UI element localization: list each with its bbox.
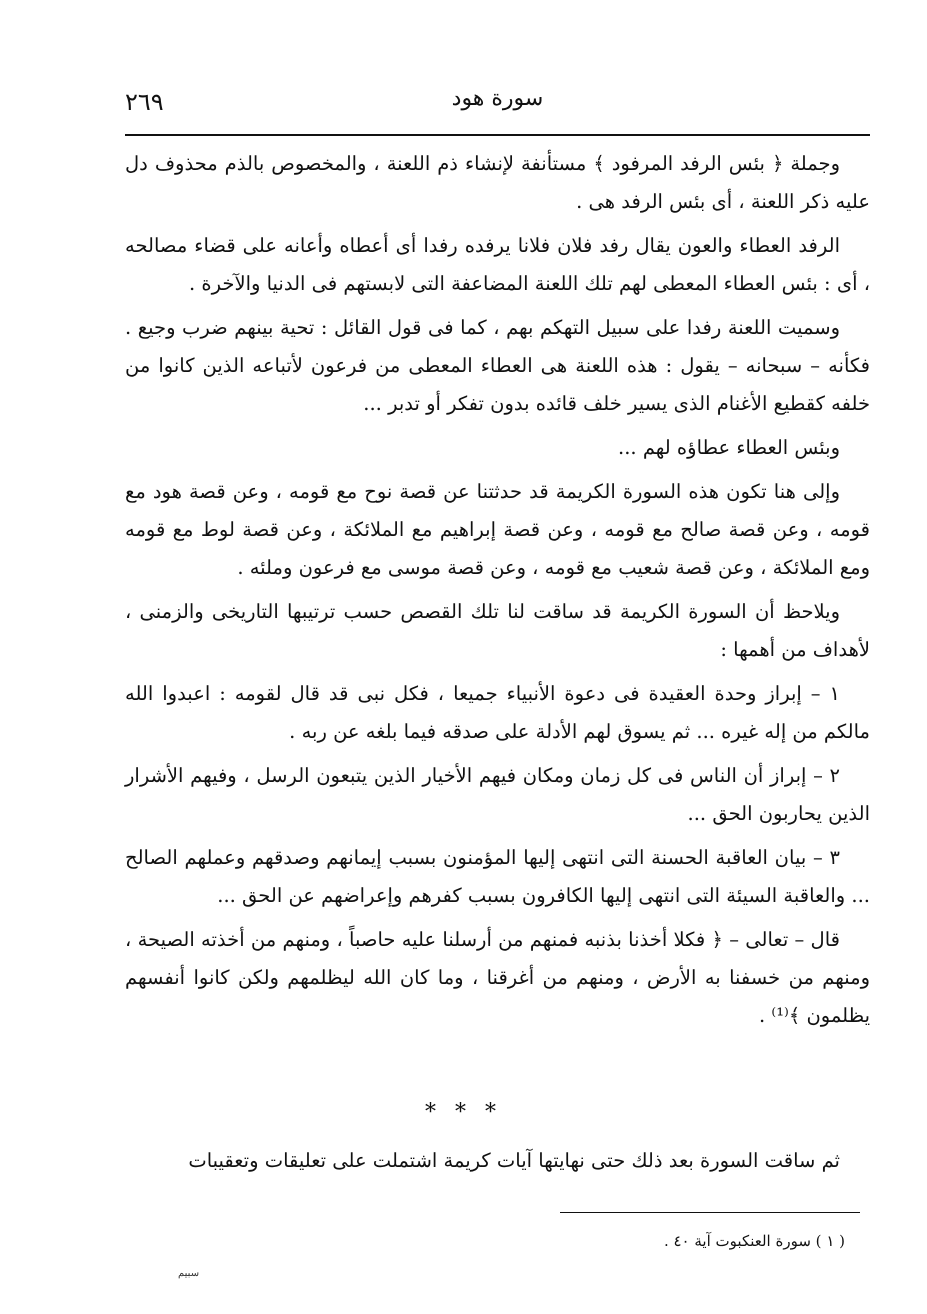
- paragraph-3: وسميت اللعنة رفدا على سبيل التهكم بهم ، كما فى قول القائل : تحية بينهم ضرب وجيع . فكأنه – سبحانه – يقول : هذه اللعنة هى العطاء المعطى من فرعون لأتباعه الذين كانوا من خلفه كقطيع الأغنام الذى يسير خلف قائده بدون تفكر أو تدبر ...: [125, 316, 870, 415]
- paragraph-6: ويلاحظ أن السورة الكريمة قد ساقت لنا تلك القصص حسب ترتيبها التاريخى والزمنى ، لأهداف من أهمها :: [125, 600, 870, 661]
- list-item-3: ٣ – بيان العاقبة الحسنة التى انتهى إليها المؤمنون بسبب إيمانهم وصدقهم وعملهم الصالح ... والعاقبة السيئة التى انتهى إليها الكافرون بسبب كفرهم وإعراضهم عن الحق ...: [125, 846, 870, 907]
- list-item-1: ١ – إبراز وحدة العقيدة فى دعوة الأنبياء جميعا ، فكل نبى قد قال لقومه : اعبدوا الله مالكم من إله غيره ... ثم يسوق لهم الأدلة على صدقه فيما بلغه عن ربه .: [125, 682, 870, 743]
- section-separator: * * *: [425, 1100, 502, 1125]
- list-item-2: ٢ – إبراز أن الناس فى كل زمان ومكان فيهم الأخيار الذين يتبعون الرسل ، وفيهم الأشرار الذين يحاربون الحق ...: [125, 764, 870, 825]
- quran-quote-paragraph: قال – تعالى – ﴿ فكلا أخذنا بذنبه فمنهم من أرسلنا عليه حاصباً ، ومنهم من أخذته الصيحة ، ومنهم من خسفنا به الأرض ، ومنهم من أغرقنا ، وما كان الله ليظلمهم ولكن كانوا أنفسهم يظلمون ﴾⁽¹⁾ .: [125, 928, 870, 1027]
- footnote: ( ١ ) سورة العنكبوت آية ٤٠ .: [663, 1232, 845, 1250]
- main-text: [125, 145, 870, 1035]
- footnote-rule: [560, 1212, 860, 1213]
- printer-mark: سبيم: [178, 1268, 200, 1279]
- header-rule: [125, 134, 870, 136]
- surah-title: سورة هود: [451, 86, 544, 111]
- page-header: [125, 84, 870, 132]
- paragraph-2: الرفد العطاء والعون يقال رفد فلان فلانا يرفده رفدا أى أعطاه وأعانه على قضاء مصالحه ، أى : بئس العطاء المعطى لهم تلك اللعنة المضاعفة التى لابستهم فى الدنيا والآخرة .: [125, 234, 870, 295]
- closing-line: ثم ساقت السورة بعد ذلك حتى نهايتها آيات كريمة اشتملت على تعليقات وتعقيبات: [188, 1149, 840, 1172]
- paragraph-5: وإلى هنا تكون هذه السورة الكريمة قد حدثتنا عن قصة نوح مع قومه ، وعن قصة هود مع قومه ، وعن قصة صالح مع قومه ، وعن قصة إبراهيم مع الملائكة ، وعن قصة لوط مع قومه ومع الملائكة ، وعن قصة شعيب مع قومه ، وعن قصة موسى مع فرعون وملئه .: [125, 480, 870, 579]
- paragraph-4: وبئس العطاء عطاؤه لهم ...: [618, 436, 840, 459]
- page-number: ٢٦٩: [125, 88, 164, 116]
- paragraph-1: وجملة ﴿ بئس الرفد المرفود ﴾ مستأنفة لإنشاء ذم اللعنة ، والمخصوص بالذم محذوف دل عليه ذكر اللعنة ، أى بئس الرفد هى .: [125, 152, 870, 213]
